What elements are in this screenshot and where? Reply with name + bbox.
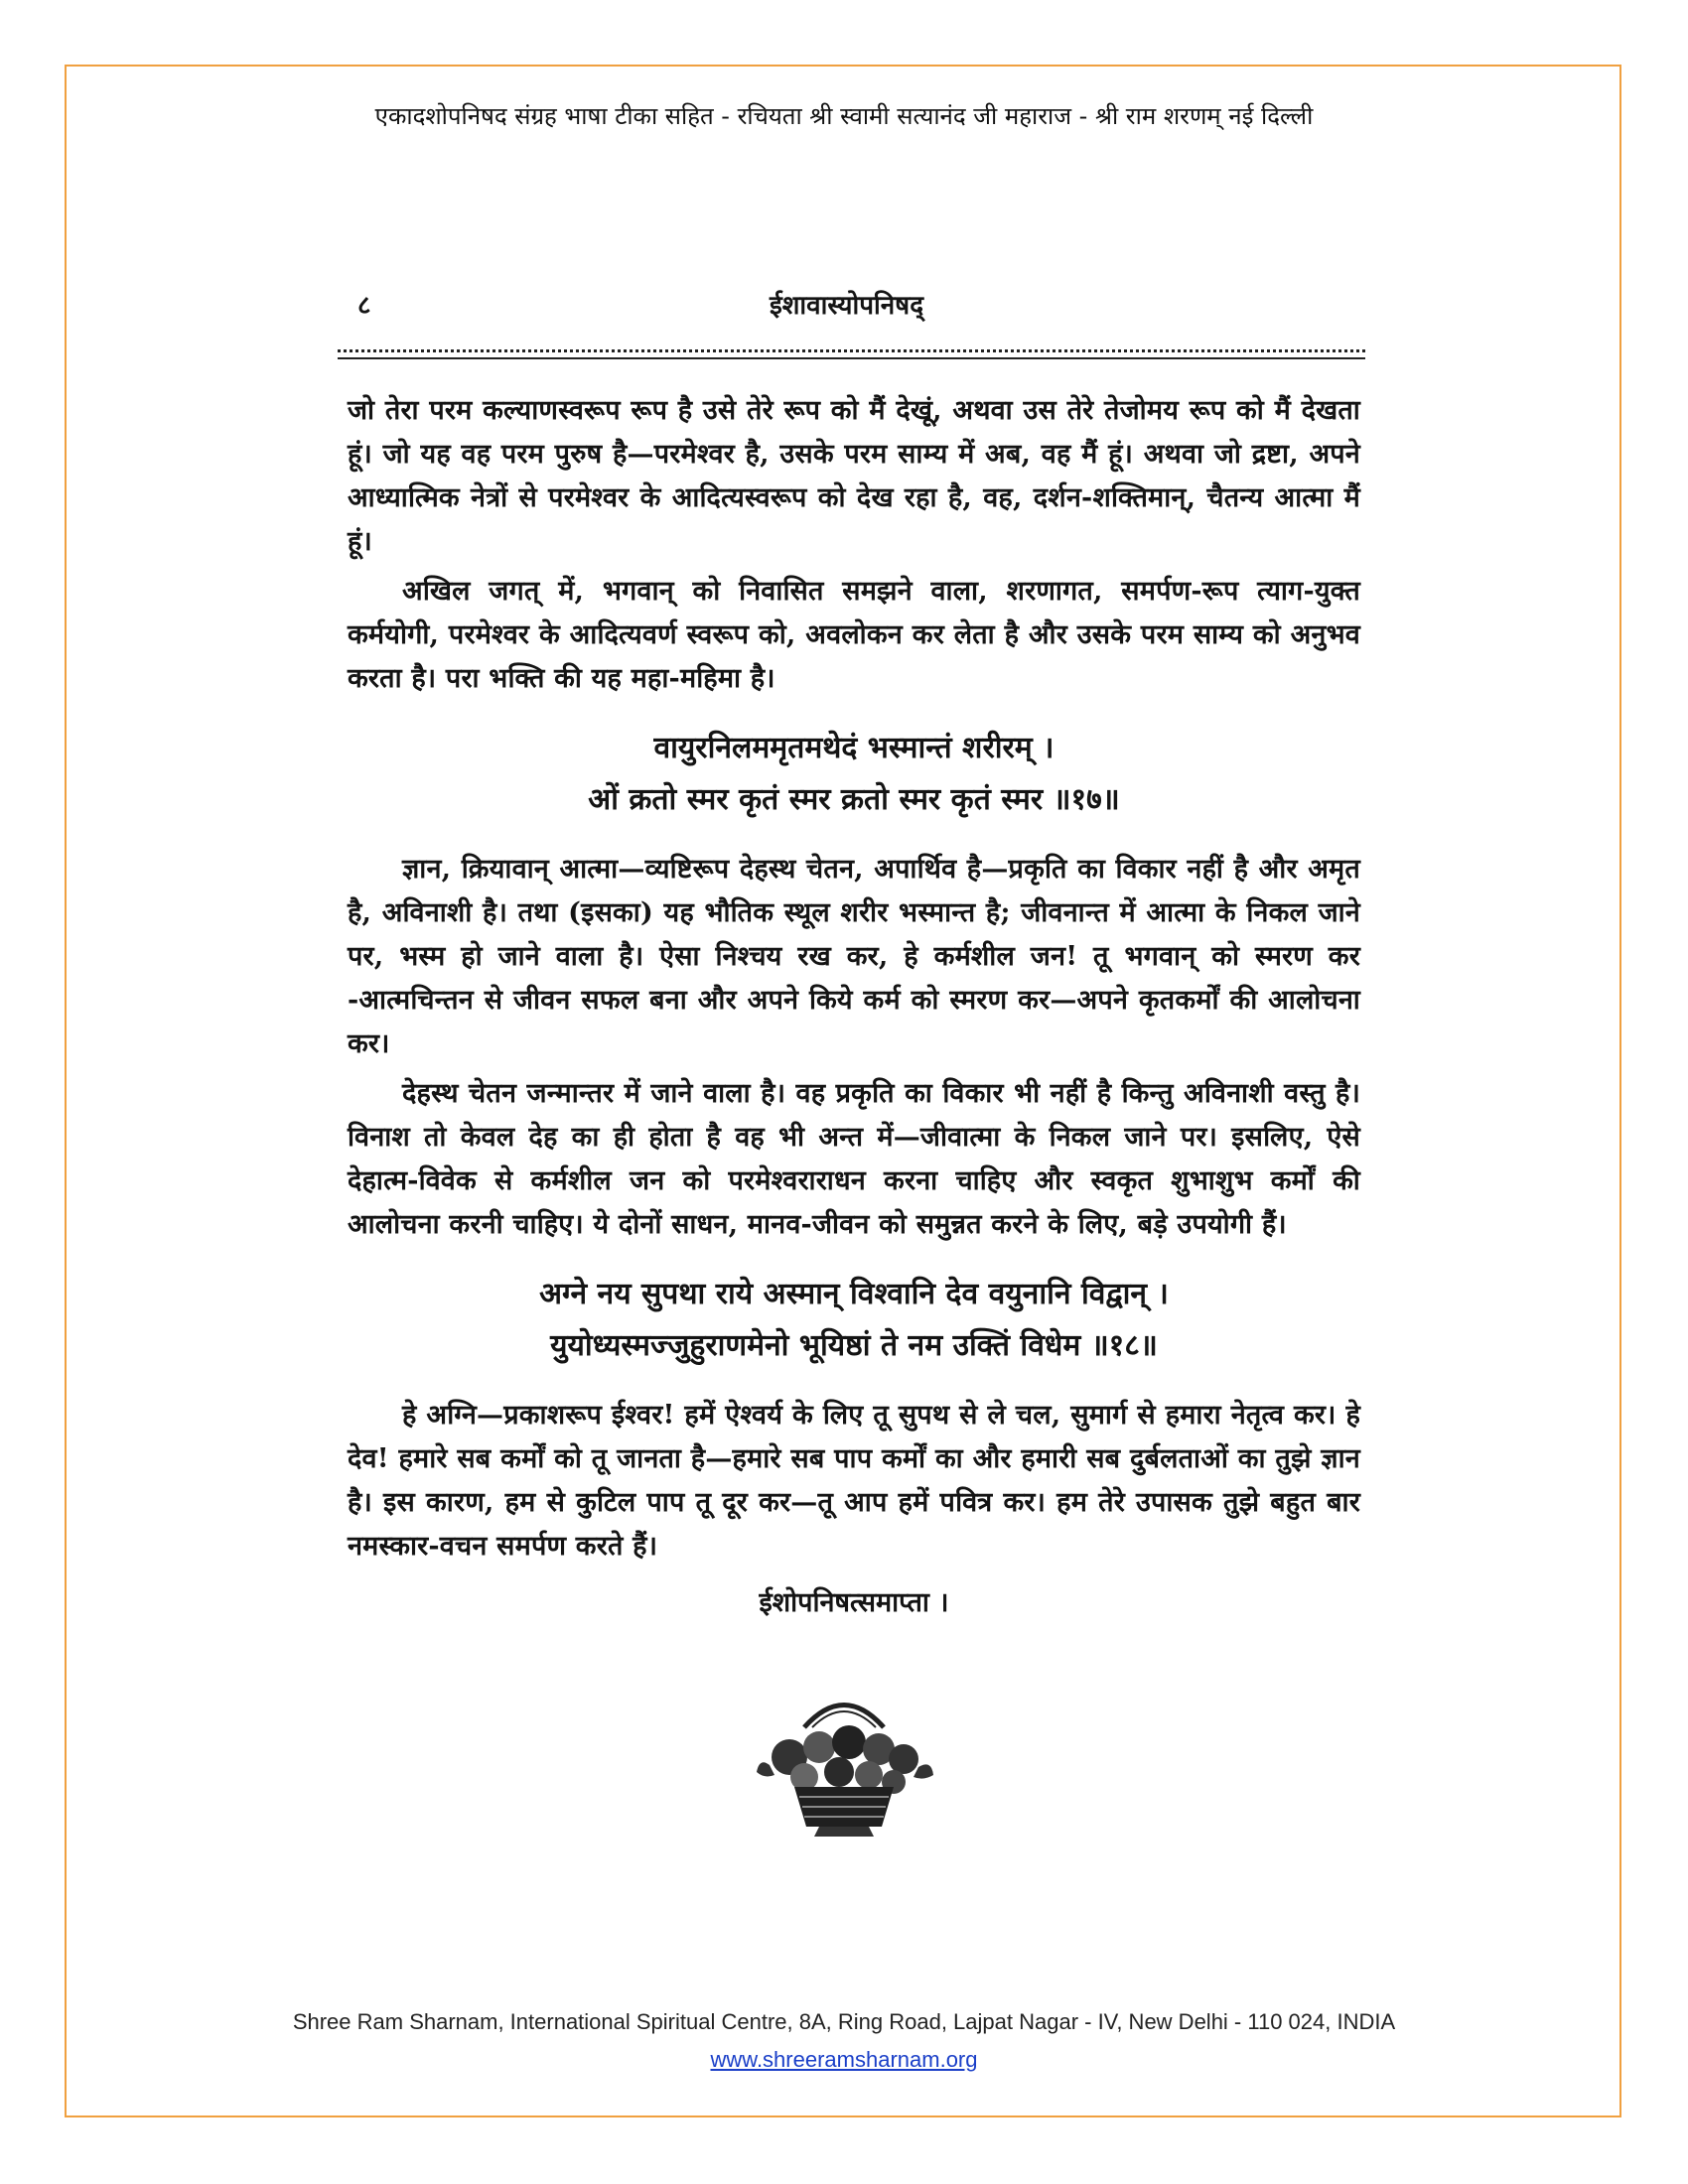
verse-18: [348, 1269, 1360, 1372]
verse-line: वायुरनिलममृतमथेदं भस्मान्तं शरीरम् ।: [653, 731, 1055, 765]
header-rule: [338, 357, 1365, 359]
verse-line: युयोध्यस्मज्जुहुराणमेनो भूयिष्ठां ते नम उक्तिं विधेम ॥१८॥: [550, 1328, 1158, 1363]
commentary-paragraph: हे अग्नि—प्रकाशरूप ईश्वर! हमें ऐश्वर्य के लिए तू सुपथ से ले चल, सुमार्ग से हमारा नेतृत्व कर। हे देव! हमारे सब कर्मों को तू जानता है—हमारे सब पाप कर्मों का और हमारी सब दुर्बलताओं का तुझे ज्ञान है। इस कारण, हम से कुटिल पाप तू दूर कर—तू आप हमें पवित्र कर। हम तेरे उपासक तुझे बहुत बार नमस्कार-वचन समर्पण करते हैं।: [348, 1400, 1360, 1562]
commentary-paragraph: ज्ञान, क्रियावान् आत्मा—व्यष्टिरूप देहस्थ चेतन, अपार्थिव है—प्रकृति का विकार नहीं है और अमृत है, अविनाशी है। तथा (इसका) यह भौतिक स्थूल शरीर भस्मान्त है; जीवनान्त में आत्मा के निकल जाने पर, भस्म हो जाने वाला है। ऐसा निश्चय रख कर, हे कर्मशील जन! तू भगवान् को स्मरण कर -आत्मचिन्तन से जीवन सफल बना और अपने किये कर्म को स्मरण कर—अपने कृतकर्मों की आलोचना कर।: [348, 854, 1360, 1059]
flower-basket-ornament: [745, 1688, 943, 1846]
footer-link-wrap: [0, 2047, 1688, 2073]
commentary-paragraph: देहस्थ चेतन जन्मान्तर में जाने वाला है। वह प्रकृति का विकार भी नहीं है किन्तु अविनाशी वस्तु है। विनाश तो केवल देह का ही होता है वह भी अन्त में—जीवात्मा के निकल जाने पर। इसलिए, ऐसे देहात्म-विवेक से कर्मशील जन को परमेश्वराराधन करना चाहिए और स्वकृत शुभाशुभ कर्मों की आलोचना करनी चाहिए। ये दोनों साधन, मानव-जीवन को समुन्नत करने के लिए, बड़े उपयोगी हैं।: [348, 1078, 1360, 1240]
verse-line: ओं क्रतो स्मर कृतं स्मर क्रतो स्मर कृतं स्मर ॥१७॥: [588, 782, 1120, 817]
website-link[interactable]: www.shreeramsharnam.org: [710, 2047, 978, 2072]
running-head: ईशावास्योपनिषद्: [769, 291, 924, 321]
commentary-paragraph: जो तेरा परम कल्याणस्वरूप रूप है उसे तेरे रूप को मैं देखूं, अथवा उस तेरे तेजोमय रूप को मैं देखता हूं। जो यह वह परम पुरुष है—परमेश्वर है, उसके परम साम्य में अब, वह मैं हूं। अथवा जो द्रष्टा, अपने आध्यात्मिक नेत्रों से परमेश्वर के आदित्यस्वरूप को देख रहा है, वह, दर्शन-शक्तिमान्, चैतन्य आत्मा मैं हूं।: [348, 395, 1360, 557]
header-rule-dotted: [338, 349, 1365, 352]
closing-line: ईशोपनिषत्समाप्ता ।: [759, 1587, 949, 1618]
scanned-page: [328, 278, 1365, 1787]
footer-address: Shree Ram Sharnam, International Spiritual Centre, 8A, Ring Road, Lajpat Nagar - IV, New Delhi - 110 024, INDIA: [292, 2009, 1396, 2034]
verse-line: अग्ने नय सुपथा राये अस्मान् विश्वानि देव वयुनानि विद्वान् ।: [539, 1277, 1169, 1311]
page-number: ८: [357, 291, 371, 321]
page-body: [348, 389, 1360, 1619]
document-header: एकादशोपनिषद संग्रह भाषा टीका सहित - रचियता श्री स्वामी सत्यानंद जी महाराज - श्री राम शरणम् नई दिल्ली: [374, 102, 1314, 130]
commentary-paragraph: अखिल जगत् में, भगवान् को निवासित समझने वाला, शरणागत, समर्पण-रूप त्याग-युक्त कर्मयोगी, परमेश्वर के आदित्यवर्ण स्वरूप को, अवलोकन कर लेता है और उसके परम साम्य को अनुभव करता है। परा भक्ति की यह महा-महिमा है।: [348, 576, 1360, 694]
verse-17: [348, 723, 1360, 826]
